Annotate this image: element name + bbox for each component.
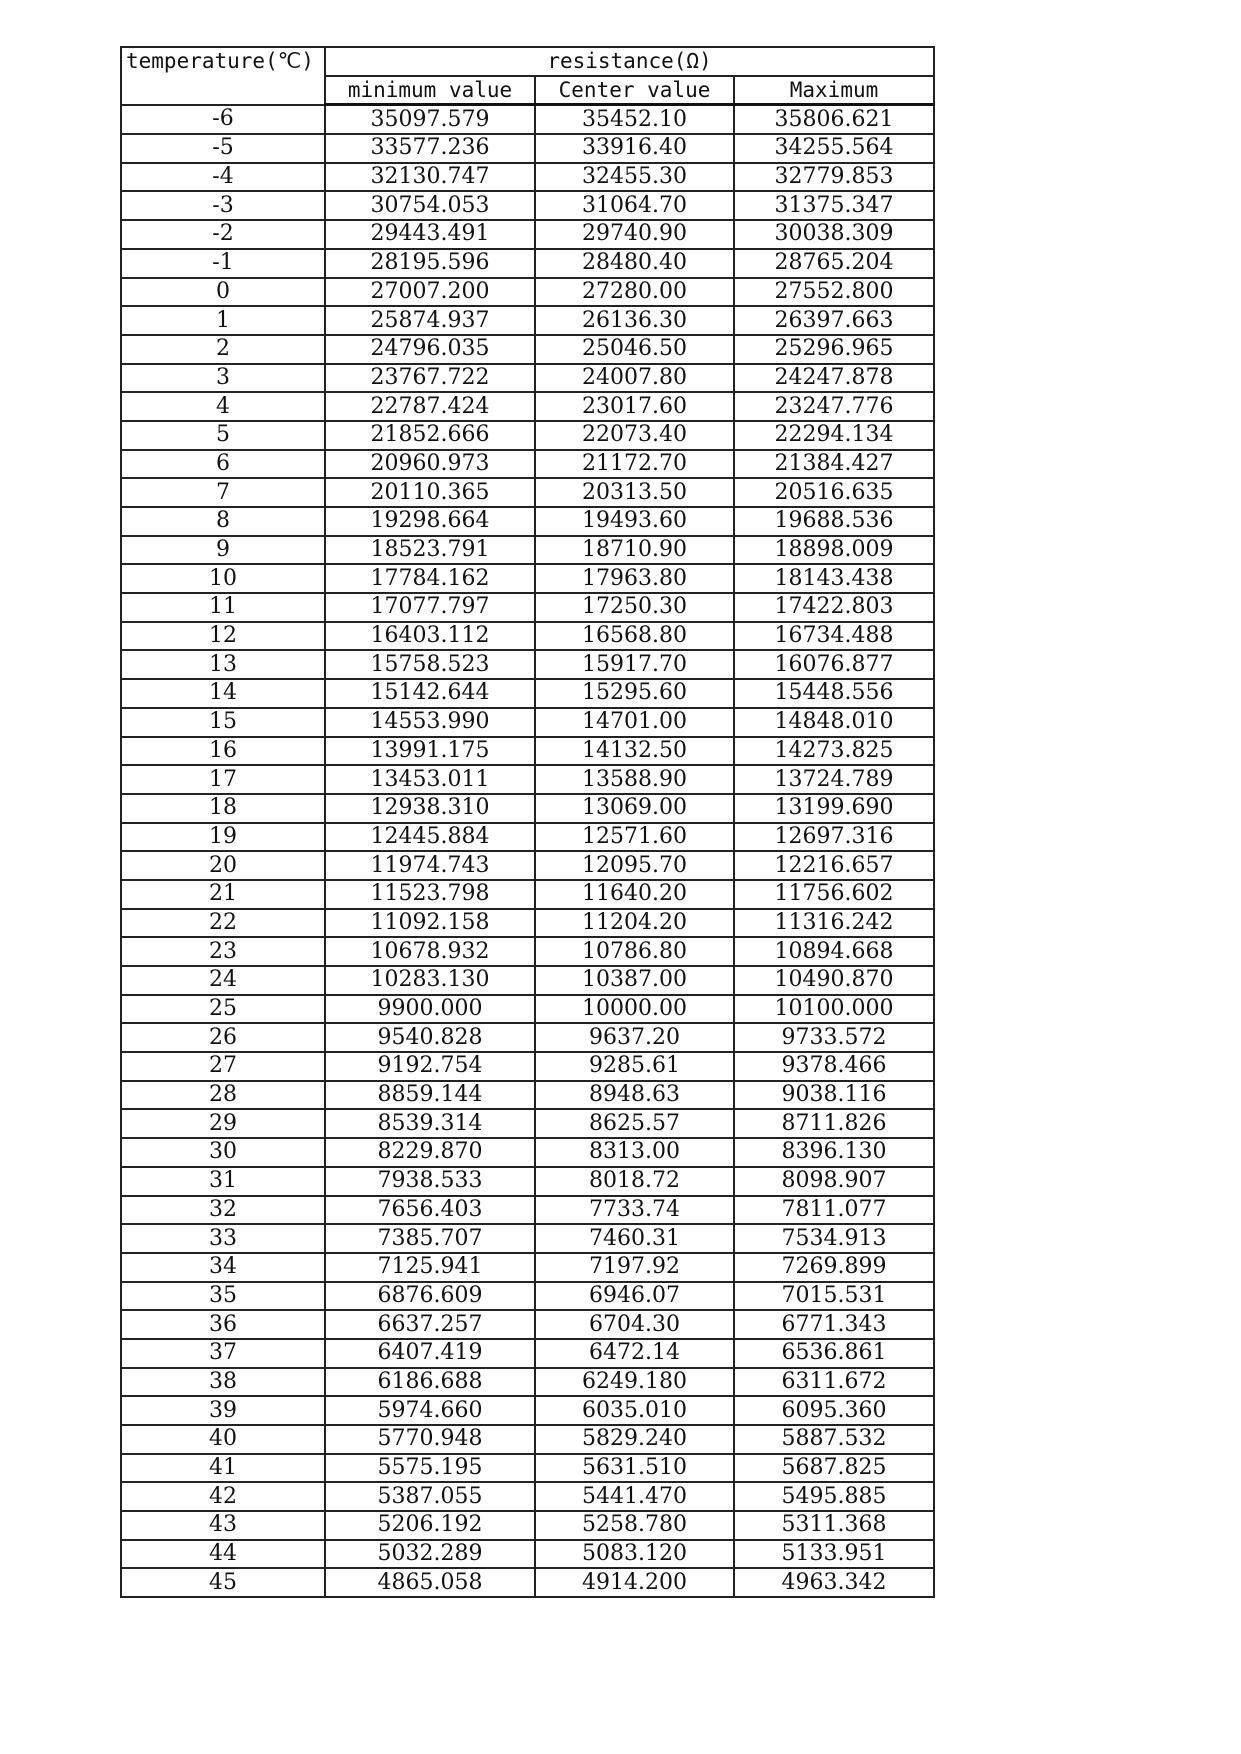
temperature-cell: 45 [121,1568,325,1597]
temperature-cell: 22 [121,909,325,938]
resistance-table [120,46,935,1598]
minimum-value-cell: 35097.579 [325,105,535,134]
temperature-cell: 26 [121,1023,325,1052]
temperature-cell: 25 [121,995,325,1024]
center-value-cell: 10786.80 [535,937,734,966]
maximum-value-cell: 14848.010 [734,708,934,737]
minimum-value-cell: 27007.200 [325,278,535,307]
minimum-value-cell: 30754.053 [325,191,535,220]
center-value-cell: 19493.60 [535,507,734,536]
temperature-cell: 0 [121,278,325,307]
maximum-value-cell: 6536.861 [734,1339,934,1368]
center-value-cell: 9637.20 [535,1023,734,1052]
maximum-value-cell: 7811.077 [734,1196,934,1225]
table-row [121,1540,934,1569]
center-value-cell: 6249.180 [535,1368,734,1397]
temperature-cell: 6 [121,450,325,479]
center-value-cell: 5631.510 [535,1454,734,1483]
temperature-cell: 33 [121,1224,325,1253]
maximum-value-cell: 4963.342 [734,1568,934,1597]
minimum-value-cell: 23767.722 [325,364,535,393]
minimum-value-cell: 4865.058 [325,1568,535,1597]
center-value-cell: 17250.30 [535,593,734,622]
minimum-value-cell: 7125.941 [325,1253,535,1282]
resistance-table-body [121,47,934,1597]
temperature-cell: -6 [121,105,325,134]
table-row [121,622,934,651]
temperature-cell: 8 [121,507,325,536]
temperature-cell: 42 [121,1482,325,1511]
maximum-value-cell: 12216.657 [734,851,934,880]
temperature-cell: -4 [121,163,325,192]
center-value-cell: 11640.20 [535,880,734,909]
center-value-cell: 5083.120 [535,1540,734,1569]
minimum-value-cell: 16403.112 [325,622,535,651]
center-value-cell: 22073.40 [535,421,734,450]
table-row [121,507,934,536]
minimum-value-cell: 19298.664 [325,507,535,536]
temperature-cell: 36 [121,1310,325,1339]
center-value-cell: 4914.200 [535,1568,734,1597]
minimum-value-cell: 13991.175 [325,737,535,766]
maximum-value-cell: 11756.602 [734,880,934,909]
minimum-value-cell: 5206.192 [325,1511,535,1540]
maximum-value-cell: 31375.347 [734,191,934,220]
temperature-cell: 41 [121,1454,325,1483]
temperature-cell: 4 [121,392,325,421]
table-row [121,823,934,852]
table-row [121,364,934,393]
temperature-cell: 20 [121,851,325,880]
maximum-value-cell: 24247.878 [734,364,934,393]
temperature-cell: 43 [121,1511,325,1540]
center-value-cell: 14701.00 [535,708,734,737]
minimum-value-cell: 6637.257 [325,1310,535,1339]
center-value-header: Center value [535,76,734,105]
temperature-header: temperature(℃) [121,47,325,105]
minimum-value-cell: 9540.828 [325,1023,535,1052]
minimum-value-cell: 8859.144 [325,1081,535,1110]
table-row [121,335,934,364]
minimum-value-cell: 11523.798 [325,880,535,909]
table-row [121,708,934,737]
center-value-cell: 16568.80 [535,622,734,651]
minimum-value-cell: 11974.743 [325,851,535,880]
center-value-cell: 10000.00 [535,995,734,1024]
maximum-value-cell: 32779.853 [734,163,934,192]
minimum-value-cell: 7938.533 [325,1167,535,1196]
minimum-value-cell: 8229.870 [325,1138,535,1167]
center-value-cell: 23017.60 [535,392,734,421]
table-row [121,1081,934,1110]
maximum-value-cell: 5495.885 [734,1482,934,1511]
minimum-value-cell: 33577.236 [325,134,535,163]
temperature-cell: -5 [121,134,325,163]
center-value-cell: 5829.240 [535,1425,734,1454]
table-row [121,1511,934,1540]
temperature-cell: 10 [121,564,325,593]
minimum-value-cell: 12938.310 [325,794,535,823]
maximum-value-cell: 8711.826 [734,1109,934,1138]
minimum-value-cell: 17784.162 [325,564,535,593]
center-value-cell: 9285.61 [535,1052,734,1081]
center-value-cell: 24007.80 [535,364,734,393]
center-value-cell: 6472.14 [535,1339,734,1368]
maximum-value-cell: 6095.360 [734,1396,934,1425]
center-value-cell: 12095.70 [535,851,734,880]
resistance-header: resistance(Ω) [325,47,934,76]
table-row [121,306,934,335]
temperature-cell: 15 [121,708,325,737]
table-row [121,421,934,450]
table-row [121,1109,934,1138]
temperature-cell: 21 [121,880,325,909]
temperature-cell: 23 [121,937,325,966]
center-value-cell: 13588.90 [535,765,734,794]
table-row [121,650,934,679]
maximum-value-cell: 9038.116 [734,1081,934,1110]
maximum-value-cell: 6771.343 [734,1310,934,1339]
table-row [121,1023,934,1052]
maximum-value-cell: 28765.204 [734,249,934,278]
minimum-value-cell: 10678.932 [325,937,535,966]
maximum-value-cell: 8098.907 [734,1167,934,1196]
table-row [121,191,934,220]
maximum-value-cell: 34255.564 [734,134,934,163]
maximum-value-cell: 7534.913 [734,1224,934,1253]
center-value-cell: 6946.07 [535,1282,734,1311]
center-value-cell: 28480.40 [535,249,734,278]
center-value-cell: 25046.50 [535,335,734,364]
table-row [121,249,934,278]
center-value-cell: 32455.30 [535,163,734,192]
temperature-cell: 19 [121,823,325,852]
maximum-value-cell: 11316.242 [734,909,934,938]
temperature-cell: 39 [121,1396,325,1425]
table-row [121,1454,934,1483]
minimum-value-cell: 9900.000 [325,995,535,1024]
table-row [121,1138,934,1167]
temperature-cell: 32 [121,1196,325,1225]
maximum-value-cell: 30038.309 [734,220,934,249]
minimum-value-cell: 32130.747 [325,163,535,192]
temperature-cell: 7 [121,478,325,507]
minimum-value-cell: 29443.491 [325,220,535,249]
center-value-cell: 18710.90 [535,536,734,565]
table-row [121,392,934,421]
center-value-cell: 35452.10 [535,105,734,134]
maximum-value-cell: 6311.672 [734,1368,934,1397]
table-row [121,163,934,192]
minimum-value-cell: 13453.011 [325,765,535,794]
table-row [121,105,934,134]
center-value-cell: 8313.00 [535,1138,734,1167]
minimum-value-cell: 5387.055 [325,1482,535,1511]
maximum-value-cell: 17422.803 [734,593,934,622]
temperature-cell: 38 [121,1368,325,1397]
minimum-value-cell: 7656.403 [325,1196,535,1225]
table-row [121,536,934,565]
center-value-cell: 31064.70 [535,191,734,220]
table-row [121,966,934,995]
temperature-cell: 34 [121,1253,325,1282]
minimum-value-cell: 5032.289 [325,1540,535,1569]
center-value-cell: 29740.90 [535,220,734,249]
minimum-value-cell: 5974.660 [325,1396,535,1425]
maximum-value-cell: 20516.635 [734,478,934,507]
minimum-value-cell: 24796.035 [325,335,535,364]
table-row [121,851,934,880]
temperature-cell: 11 [121,593,325,622]
maximum-value-cell: 9733.572 [734,1023,934,1052]
center-value-cell: 11204.20 [535,909,734,938]
minimum-value-cell: 17077.797 [325,593,535,622]
maximum-value-cell: 8396.130 [734,1138,934,1167]
maximum-value-cell: 5311.368 [734,1511,934,1540]
maximum-value-cell: 7269.899 [734,1253,934,1282]
center-value-cell: 6704.30 [535,1310,734,1339]
temperature-cell: 17 [121,765,325,794]
center-value-cell: 13069.00 [535,794,734,823]
maximum-value-cell: 25296.965 [734,335,934,364]
table-row [121,880,934,909]
table-row [121,1282,934,1311]
header-row [121,47,934,76]
table-row [121,134,934,163]
center-value-cell: 14132.50 [535,737,734,766]
temperature-cell: 3 [121,364,325,393]
center-value-cell: 12571.60 [535,823,734,852]
maximum-value-cell: 23247.776 [734,392,934,421]
temperature-cell: 28 [121,1081,325,1110]
temperature-cell: 31 [121,1167,325,1196]
center-value-cell: 8625.57 [535,1109,734,1138]
center-value-cell: 10387.00 [535,966,734,995]
table-row [121,450,934,479]
table-row [121,564,934,593]
temperature-cell: 37 [121,1339,325,1368]
temperature-cell: -2 [121,220,325,249]
table-row [121,1482,934,1511]
center-value-cell: 15917.70 [535,650,734,679]
minimum-value-cell: 20960.973 [325,450,535,479]
center-value-cell: 15295.60 [535,679,734,708]
table-row [121,1196,934,1225]
center-value-cell: 17963.80 [535,564,734,593]
temperature-cell: 12 [121,622,325,651]
minimum-value-cell: 15758.523 [325,650,535,679]
table-row [121,1253,934,1282]
table-row [121,478,934,507]
minimum-value-cell: 11092.158 [325,909,535,938]
table-row [121,737,934,766]
table-row [121,1396,934,1425]
maximum-value-cell: 10490.870 [734,966,934,995]
minimum-value-header: minimum value [325,76,535,105]
maximum-value-cell: 9378.466 [734,1052,934,1081]
maximum-value-cell: 13199.690 [734,794,934,823]
center-value-cell: 5441.470 [535,1482,734,1511]
center-value-cell: 8018.72 [535,1167,734,1196]
minimum-value-cell: 15142.644 [325,679,535,708]
table-row [121,794,934,823]
minimum-value-cell: 14553.990 [325,708,535,737]
center-value-cell: 21172.70 [535,450,734,479]
table-row [121,593,934,622]
temperature-cell: 5 [121,421,325,450]
minimum-value-cell: 18523.791 [325,536,535,565]
center-value-cell: 6035.010 [535,1396,734,1425]
temperature-cell: 18 [121,794,325,823]
table-row [121,909,934,938]
table-row [121,937,934,966]
table-row [121,765,934,794]
maximum-value-cell: 26397.663 [734,306,934,335]
maximum-value-cell: 5887.532 [734,1425,934,1454]
maximum-value-cell: 16076.877 [734,650,934,679]
table-row [121,1167,934,1196]
maximum-value-cell: 18898.009 [734,536,934,565]
maximum-value-cell: 5687.825 [734,1454,934,1483]
maximum-value-cell: 5133.951 [734,1540,934,1569]
temperature-cell: 44 [121,1540,325,1569]
center-value-cell: 7460.31 [535,1224,734,1253]
minimum-value-cell: 28195.596 [325,249,535,278]
table-row [121,1568,934,1597]
maximum-value-cell: 10894.668 [734,937,934,966]
maximum-value-cell: 27552.800 [734,278,934,307]
table-row [121,1339,934,1368]
temperature-cell: 1 [121,306,325,335]
minimum-value-cell: 6407.419 [325,1339,535,1368]
table-row [121,220,934,249]
minimum-value-cell: 10283.130 [325,966,535,995]
table-row [121,1224,934,1253]
maximum-value-cell: 21384.427 [734,450,934,479]
center-value-cell: 7197.92 [535,1253,734,1282]
maximum-value-cell: 19688.536 [734,507,934,536]
temperature-cell: 35 [121,1282,325,1311]
center-value-cell: 26136.30 [535,306,734,335]
minimum-value-cell: 22787.424 [325,392,535,421]
table-row [121,1368,934,1397]
maximum-value-cell: 16734.488 [734,622,934,651]
temperature-cell: -1 [121,249,325,278]
temperature-cell: 14 [121,679,325,708]
maximum-header: Maximum [734,76,934,105]
temperature-cell: 30 [121,1138,325,1167]
temperature-cell: 9 [121,536,325,565]
maximum-value-cell: 12697.316 [734,823,934,852]
maximum-value-cell: 22294.134 [734,421,934,450]
table-row [121,679,934,708]
minimum-value-cell: 8539.314 [325,1109,535,1138]
temperature-cell: 16 [121,737,325,766]
minimum-value-cell: 5770.948 [325,1425,535,1454]
minimum-value-cell: 6186.688 [325,1368,535,1397]
maximum-value-cell: 10100.000 [734,995,934,1024]
temperature-cell: -3 [121,191,325,220]
maximum-value-cell: 15448.556 [734,679,934,708]
minimum-value-cell: 5575.195 [325,1454,535,1483]
temperature-cell: 24 [121,966,325,995]
maximum-value-cell: 18143.438 [734,564,934,593]
temperature-cell: 2 [121,335,325,364]
center-value-cell: 7733.74 [535,1196,734,1225]
center-value-cell: 20313.50 [535,478,734,507]
temperature-cell: 13 [121,650,325,679]
maximum-value-cell: 13724.789 [734,765,934,794]
minimum-value-cell: 20110.365 [325,478,535,507]
minimum-value-cell: 6876.609 [325,1282,535,1311]
minimum-value-cell: 12445.884 [325,823,535,852]
table-row [121,1052,934,1081]
maximum-value-cell: 7015.531 [734,1282,934,1311]
temperature-cell: 29 [121,1109,325,1138]
center-value-cell: 33916.40 [535,134,734,163]
temperature-cell: 27 [121,1052,325,1081]
minimum-value-cell: 21852.666 [325,421,535,450]
center-value-cell: 27280.00 [535,278,734,307]
center-value-cell: 5258.780 [535,1511,734,1540]
table-row [121,995,934,1024]
table-row [121,1425,934,1454]
maximum-value-cell: 35806.621 [734,105,934,134]
center-value-cell: 8948.63 [535,1081,734,1110]
minimum-value-cell: 9192.754 [325,1052,535,1081]
temperature-cell: 40 [121,1425,325,1454]
minimum-value-cell: 7385.707 [325,1224,535,1253]
table-row [121,278,934,307]
minimum-value-cell: 25874.937 [325,306,535,335]
maximum-value-cell: 14273.825 [734,737,934,766]
table-row [121,1310,934,1339]
